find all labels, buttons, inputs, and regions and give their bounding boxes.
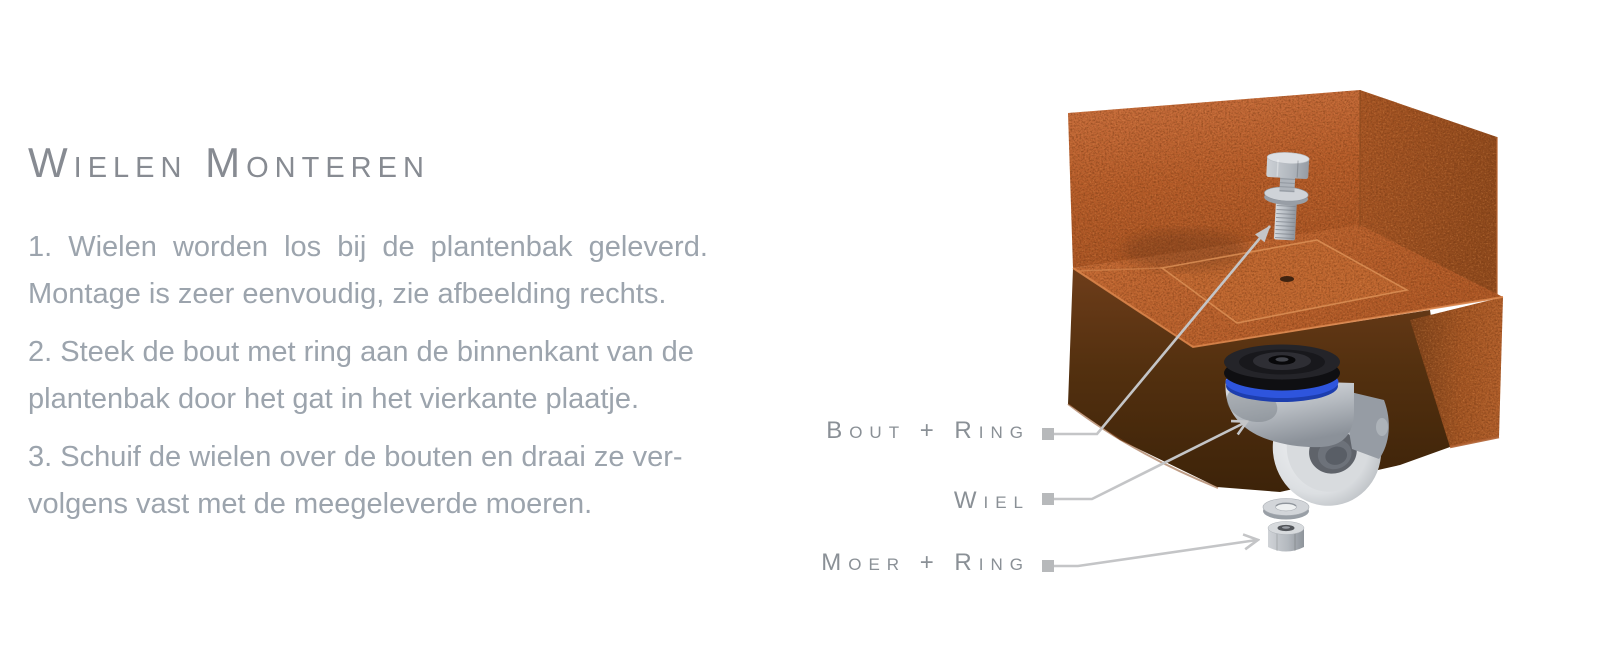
instructions	[28, 224, 708, 539]
nut	[1268, 522, 1304, 552]
plate-hole	[1280, 276, 1294, 282]
label-marker-wiel	[1042, 493, 1054, 505]
assembly-illustration-svg	[980, 0, 1622, 649]
step-3-line-2: volgens vast met de meegeleverde moeren.	[28, 488, 593, 520]
label-moer-ring: Moer + Ring	[821, 549, 1030, 576]
label-bout-ring: Bout + Ring	[826, 417, 1030, 444]
label-wiel: Wiel	[953, 487, 1030, 514]
label-marker-moer-ring	[1042, 560, 1054, 572]
instruction-step-1	[28, 224, 708, 318]
step-2-line-1: 2. Steek de bout met ring aan de binnenkant van de	[28, 336, 694, 368]
instruction-step-2	[28, 329, 704, 423]
step-3-line-1: 3. Schuif de wielen over de bouten en draai ze ver-	[28, 441, 683, 473]
loose-washer-ring	[1263, 499, 1309, 520]
step-2-line-2: plantenbak door het gat in het vierkante plaatje.	[28, 383, 640, 415]
assembly-illustration	[980, 0, 1622, 649]
step-1-line-2: Montage is zeer eenvoudig, zie afbeelding rechts.	[28, 278, 667, 310]
instruction-step-3	[28, 434, 704, 528]
page-title: Wielen Monteren	[28, 139, 430, 186]
label-marker-bout-ring	[1042, 428, 1054, 440]
step-1-line-1: 1. Wielen worden los bij de plantenbak geleverd.	[28, 231, 708, 263]
arrow-moer-ring	[1054, 540, 1257, 566]
